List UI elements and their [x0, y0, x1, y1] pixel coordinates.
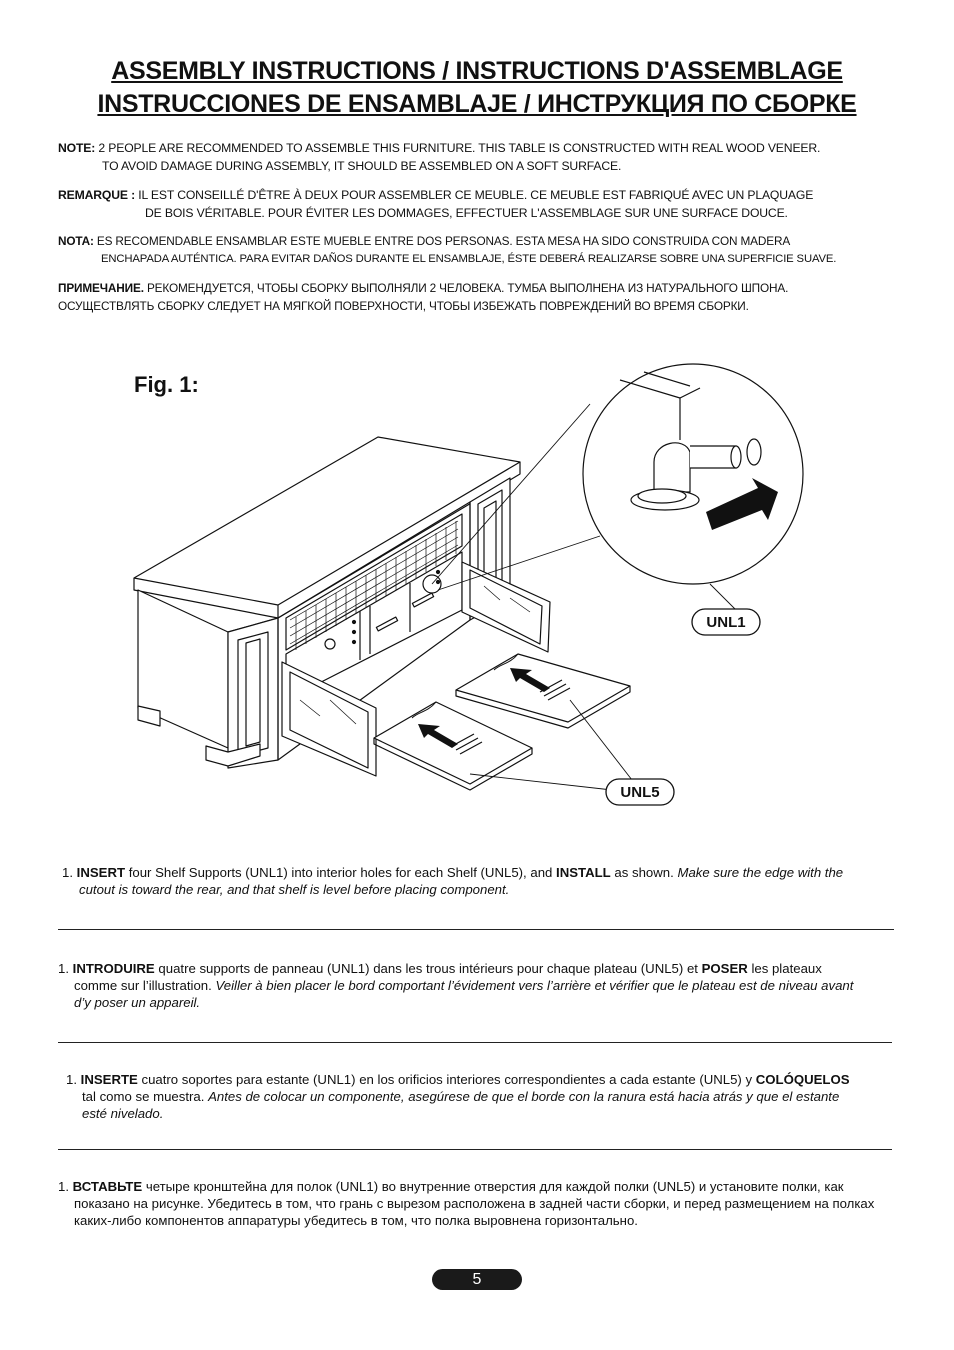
step-note: Antes de colocar un componente, asegúrese de que el borde con la ranura está hacia atrás y que el estante esté nivelado.	[82, 1089, 840, 1121]
note-label: REMARQUE :	[58, 188, 136, 202]
note-text: ES RECOMENDABLE ENSAMBLAR ESTE MUEBLE ENTRE DOS PERSONAS. ESTA MESA HA SIDO CONSTRUIDA CON MADERA	[93, 234, 791, 248]
note-text: TO AVOID DAMAGE DURING ASSEMBLY, IT SHOULD BE ASSEMBLED ON A SOFT SURFACE.	[102, 158, 622, 173]
step-number: 1.	[66, 1072, 77, 1087]
step-text: les plateaux comme sur l’illustration.	[74, 961, 822, 993]
note-text: ОСУЩЕСТВЛЯТЬ СБОРКУ СЛЕДУЕТ НА МЯГКОЙ ПОВЕРХНОСТИ, ЧТОБЫ ИЗБЕЖАТЬ ПОВРЕЖДЕНИЙ ВО ВРЕМЯ СБОРКИ.	[58, 298, 749, 313]
step-french	[58, 960, 868, 1011]
step-verb: INTRODUIRE	[72, 961, 155, 976]
step-text: tal como se muestra.	[82, 1089, 209, 1104]
note-label: NOTA:	[58, 234, 94, 248]
step-text: quatre supports de panneau (UNL1) dans les trous intérieurs pour chaque plateau (UNL5) et	[154, 961, 702, 976]
divider	[58, 1149, 892, 1150]
figure-label: Fig. 1:	[134, 372, 199, 397]
step-spanish	[66, 1071, 856, 1122]
title-line-2: INSTRUCCIONES DE ENSAMBLAJE / ИНСТРУКЦИЯ ПО СБОРКЕ	[97, 90, 857, 118]
callout-unl5: UNL5	[620, 784, 660, 801]
step-verb: INSERT	[76, 865, 126, 880]
step-verb: INSTALL	[556, 865, 611, 880]
step-text: cuatro soportes para estante (UNL1) en los orificios interiores correspondientes a cada estante (UNL5) y	[137, 1072, 756, 1087]
note-text: РЕКОМЕНДУЕТСЯ, ЧТОБЫ СБОРКУ ВЫПОЛНЯЛИ 2 ЧЕЛОВЕКА. ТУМБА ВЫПОЛНЕНА ИЗ НАТУРАЛЬНОГО ШПОНА.	[143, 281, 789, 295]
step-verb: POSER	[701, 961, 748, 976]
note-text: ENCHAPADA AUTÉNTICA. PARA EVITAR DAÑOS DURANTE EL ENSAMBLAJE, ÉSTE DEBERÁ REALIZARSE SOBRE UNA SUPERFICIE SUAVE.	[101, 252, 837, 265]
step-text: as shown.	[610, 865, 678, 880]
note-text: 2 PEOPLE ARE RECOMMENDED TO ASSEMBLE THIS FURNITURE. THIS TABLE IS CONSTRUCTED WITH REAL WOOD VENEER.	[95, 141, 821, 155]
step-note: Veiller à bien placer le bord comportant l’évidement vers l’arrière et vérifier que le plateau est de niveau avant d’y poser un appareil.	[74, 978, 854, 1010]
step-text: four Shelf Supports (UNL1) into interior holes for each Shelf (UNL5), and	[125, 865, 557, 880]
divider	[58, 1042, 892, 1043]
note-label: NOTE:	[58, 141, 96, 155]
title-line-1: ASSEMBLY INSTRUCTIONS / INSTRUCTIONS D'ASSEMBLAGE	[111, 57, 843, 85]
callout-unl1: UNL1	[706, 614, 746, 631]
step-verb: ВСТАВЬТЕ	[72, 1179, 143, 1194]
note-text: DE BOIS VÉRITABLE. POUR ÉVITER LES DOMMAGES, EFFECTUER L'ASSEMBLAGE SUR UNE SURFACE DOUCE.	[145, 205, 788, 220]
step-number: 1.	[58, 1179, 69, 1194]
step-english	[62, 864, 882, 898]
step-number: 1.	[58, 961, 69, 976]
glass-door-left	[282, 662, 376, 776]
divider	[58, 929, 894, 930]
note-label: ПРИМЕЧАНИЕ.	[58, 281, 144, 295]
page-number: 5	[432, 1269, 522, 1290]
step-note: Make sure the edge with the cutout is toward the rear, and that shelf is level before placing component.	[79, 865, 844, 897]
step-text: четыре кронштейна для полок (UNL1) во внутренние отверстия для каждой полки (UNL5) и установите полки, как показано на рисунке. Убедитесь в том, что грань с вырезом расположена в задней части сборки, и перед размещением на полках каких-либо компонентов аппаратуры убедитесь в том, что полка выровнена горизонтально.	[74, 1179, 875, 1228]
step-verb: INSERTE	[80, 1072, 138, 1087]
step-number: 1.	[62, 865, 73, 880]
step-verb: COLÓQUELOS	[755, 1072, 850, 1087]
note-text: IL EST CONSEILLÉ D'ÊTRE À DEUX POUR ASSEMBLER CE MEUBLE. CE MEUBLE EST FABRIQUÉ AVEC UN PLAQUAGE	[135, 188, 814, 202]
step-russian	[58, 1178, 898, 1229]
